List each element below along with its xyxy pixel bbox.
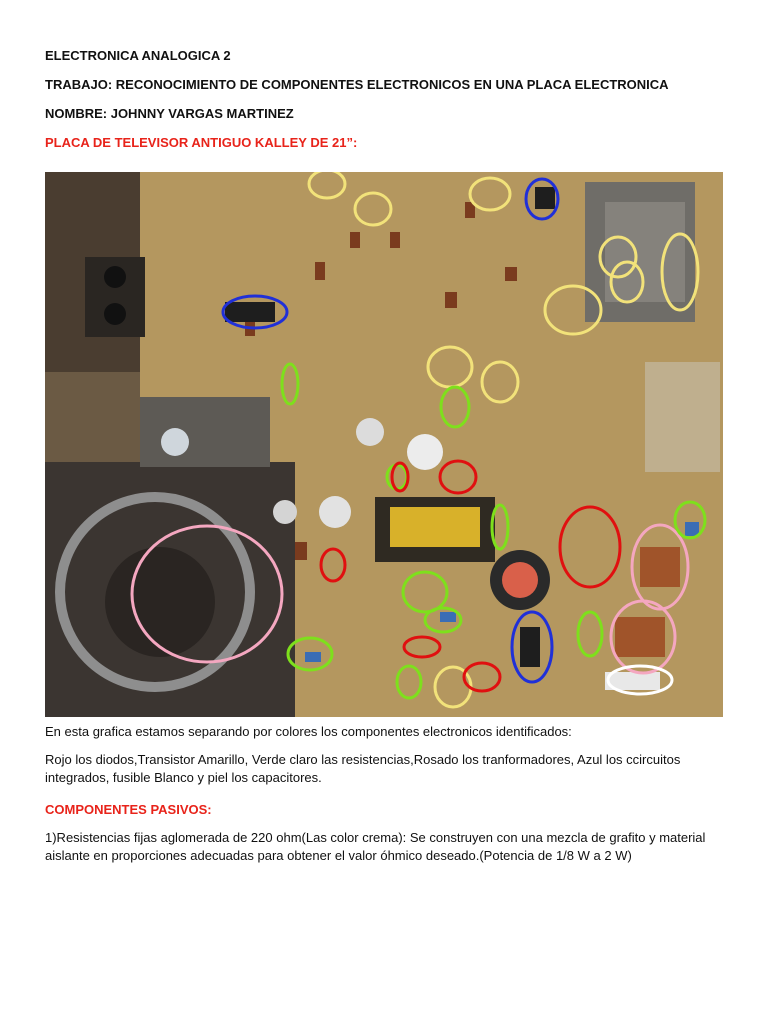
assignment-title: TRABAJO: RECONOCIMIENTO DE COMPONENTES ELECTRONICOS EN UNA PLACA ELECTRONICA <box>45 77 669 92</box>
section-title: COMPONENTES PASIVOS: <box>45 802 212 817</box>
color-legend: Rojo los diodos,Transistor Amarillo, Verde claro las resistencias,Rosado los tranformadores, Azul los ccircuitos integrados, fusible Blanco y piel los capacitores. <box>45 752 681 785</box>
board-title: PLACA DE TELEVISOR ANTIGUO KALLEY DE 21”: <box>45 135 358 150</box>
circuit-board-photo <box>45 172 723 717</box>
student-name: NOMBRE: JOHNNY VARGAS MARTINEZ <box>45 106 294 121</box>
photo-caption: En esta grafica estamos separando por colores los componentes electronicos identificados: <box>45 724 572 739</box>
resistor-description: 1)Resistencias fijas aglomerada de 220 ohm(Las color crema): Se construyen con una mezcla de grafito y material aislante en proporciones adecuadas para obtener el valor óhmico deseado.(Potencia de 1/8 W a 2 W) <box>45 830 706 863</box>
course-title: ELECTRONICA ANALOGICA 2 <box>45 48 231 63</box>
